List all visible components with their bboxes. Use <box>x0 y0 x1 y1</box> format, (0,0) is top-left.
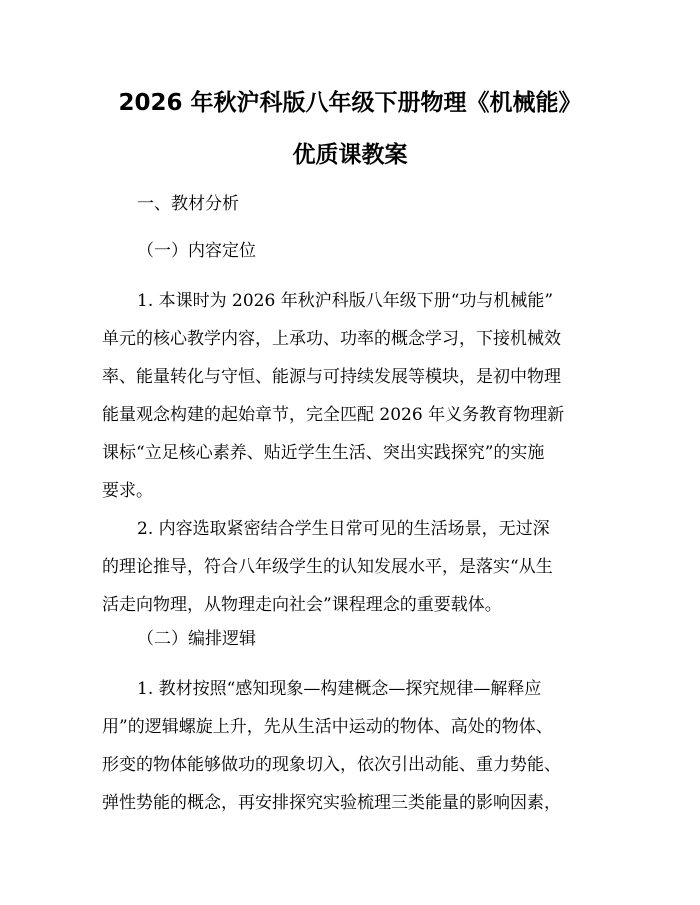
paragraph-line: 用”的逻辑螺旋上升，先从生活中运动的物体、高处的物体、 <box>102 717 553 737</box>
paragraph-2 <box>102 510 598 624</box>
paragraph-1 <box>102 282 598 510</box>
paragraph-line: 的理论推导，符合八年级学生的认知发展水平，是落实“从生 <box>102 557 553 577</box>
paragraph-line: 弹性势能的概念，再安排探究实验梳理三类能量的影响因素， <box>102 793 561 813</box>
paragraph-line: 能量观念构建的起始章节，完全匹配 2026 年义务教育物理新 <box>102 405 565 425</box>
document-title-line-2: 优质课教案 <box>292 142 408 168</box>
paragraph-line: 形变的物体能够做功的现象切入，依次引出动能、重力势能、 <box>102 755 561 775</box>
document-title-line-1: 2026 年秋沪科版八年级下册物理《机械能》 <box>118 90 582 116</box>
section-heading-textbook-analysis: 一、教材分析 <box>137 194 239 214</box>
paragraph-line: 2. 内容选取紧密结合学生日常可见的生活场景，无过深 <box>137 519 550 539</box>
paragraph-line: 活走向物理，从物理走向社会”课程理念的重要载体。 <box>102 595 502 615</box>
subsection-heading-content-positioning: （一）内容定位 <box>137 241 256 261</box>
paragraph-line: 要求。 <box>102 481 153 501</box>
paragraph-line: 课标“立足核心素养、贴近学生生活、突出实践探究”的实施 <box>102 443 545 463</box>
paragraph-3 <box>102 670 598 822</box>
paragraph-line: 1. 本课时为 2026 年秋沪科版八年级下册“功与机械能” <box>137 291 554 311</box>
paragraph-line: 率、能量转化与守恒、能源与可持续发展等模块，是初中物理 <box>102 367 561 387</box>
paragraph-line: 单元的核心教学内容，上承功、功率的概念学习，下接机械效 <box>102 329 561 349</box>
subsection-heading-arrangement-logic: （二）编排逻辑 <box>137 629 256 649</box>
paragraph-line: 1. 教材按照“感知现象—构建概念—探究规律—解释应 <box>137 679 542 699</box>
